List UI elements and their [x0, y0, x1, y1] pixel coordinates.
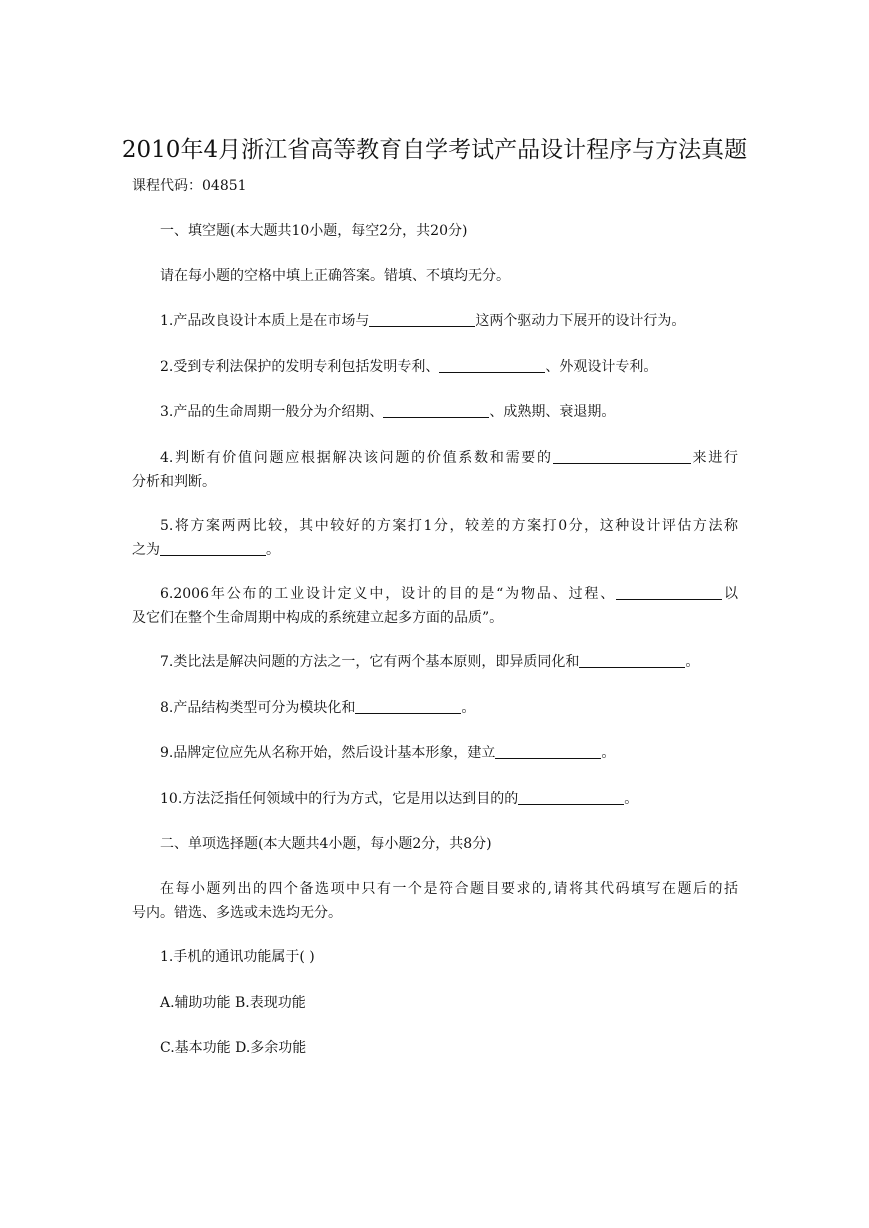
- question-text: 2.受到专利法保护的发明专利包括发明专利、: [160, 359, 440, 375]
- question-4: [132, 446, 738, 494]
- answer-blank: [369, 310, 475, 327]
- section2-heading: 二、单项选择题(本大题共4小题，每小题2分，共8分): [160, 836, 492, 852]
- answer-blank: [616, 583, 722, 600]
- choice-question-1: 1.手机的通讯功能属于( ): [160, 949, 315, 965]
- question-text: 这两个驱动力下展开的设计行为。: [475, 313, 686, 329]
- question-text: 10.方法泛指任何领域中的行为方式，它是用以达到目的的: [160, 791, 519, 807]
- question-2: [132, 355, 738, 379]
- question-text: 6.2006年公布的工业设计定义中，设计的目的是“为物品、过程、: [160, 586, 617, 602]
- document-title: 2010年4月浙江省高等教育自学考试产品设计程序与方法真题: [121, 137, 748, 163]
- question-text: 以: [722, 586, 738, 602]
- question-text: 、成熟期、衰退期。: [489, 404, 616, 420]
- question-5: [132, 514, 738, 562]
- question-8: [132, 696, 738, 720]
- question-text: 3.产品的生命周期一般分为介绍期、: [160, 404, 384, 420]
- question-text: 来进行: [690, 450, 739, 466]
- instruction-line2: 号内。错选、多选或未选均无分。: [132, 905, 342, 921]
- choice-options-ab: A.辅助功能 B.表现功能: [160, 995, 306, 1011]
- question-text: 8.产品结构类型可分为模块化和: [160, 700, 356, 716]
- answer-blank: [553, 447, 691, 464]
- question-text: 。: [461, 700, 476, 716]
- question-text: 7.类比法是解决问题的方法之一，它有两个基本原则，即异质同化和: [160, 654, 580, 670]
- question-text: 5.将方案两两比较，其中较好的方案打1分，较差的方案打0分，这种设计评估方法称: [160, 518, 738, 534]
- question-text: 1.产品改良设计本质上是在市场与: [160, 313, 370, 329]
- question-6: [132, 582, 738, 630]
- answer-blank: [355, 697, 461, 714]
- answer-blank: [495, 742, 601, 759]
- answer-blank: [160, 539, 266, 556]
- answer-blank: [383, 401, 489, 418]
- question-text: 。: [601, 745, 616, 761]
- answer-blank: [518, 788, 624, 805]
- question-text: 9.品牌定位应先从名称开始，然后设计基本形象，建立: [160, 745, 496, 761]
- question-text: 、外观设计专利。: [545, 359, 658, 375]
- answer-blank: [439, 356, 545, 373]
- question-text: 。: [266, 542, 280, 558]
- instruction-line: 在每小题列出的四个备选项中只有一个是符合题目要求的,请将其代码填写在题后的括: [160, 881, 738, 897]
- section2-instruction: [132, 877, 738, 925]
- question-9: [132, 741, 738, 765]
- question-text: 之为: [132, 542, 160, 558]
- question-10: [132, 787, 738, 811]
- question-3: [132, 400, 738, 424]
- answer-blank: [579, 651, 685, 668]
- question-7: [132, 650, 738, 674]
- question-text: 。: [624, 791, 639, 807]
- course-code: 课程代码：04851: [132, 178, 247, 194]
- section1-instruction: 请在每小题的空格中填上正确答案。错填、不填均无分。: [160, 268, 510, 284]
- choice-options-cd: C.基本功能 D.多余功能: [160, 1040, 307, 1056]
- section1-heading: 一、填空题(本大题共10小题，每空2分，共20分): [160, 223, 468, 239]
- question-text: 。: [685, 654, 700, 670]
- question-text-line2: 及它们在整个生命周期中构成的系统建立起多方面的品质”。: [132, 610, 504, 626]
- question-text: 4.判断有价值问题应根据解决该问题的价值系数和需要的: [160, 450, 553, 466]
- question-text-line2: 分析和判断。: [132, 474, 216, 490]
- question-1: [132, 309, 738, 333]
- question-text-line2: [132, 538, 738, 562]
